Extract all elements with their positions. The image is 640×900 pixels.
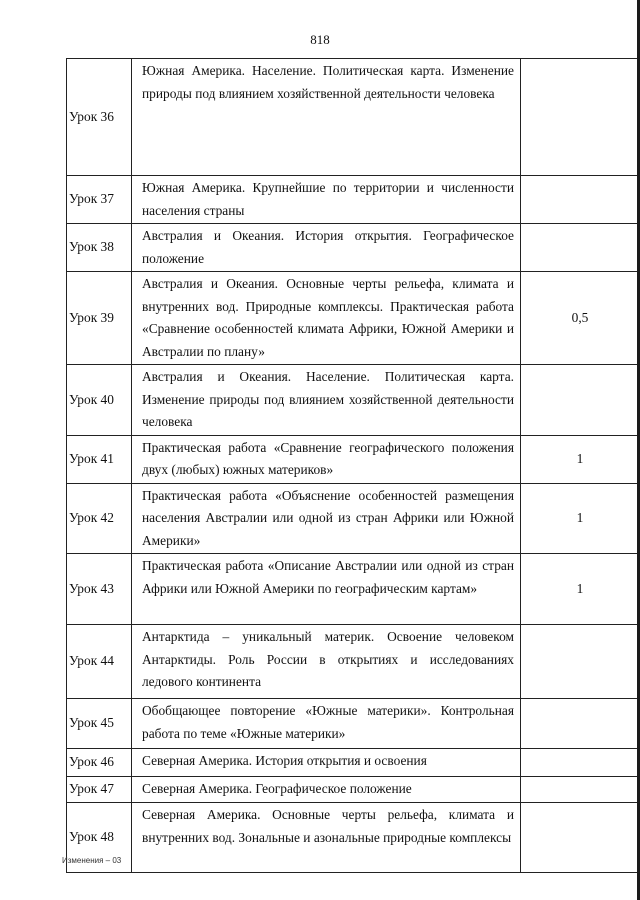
lesson-topic-cell: Северная Америка. Основные черты рельефа, климата и внутренних вод. Зональные и азональные природные комплексы (132, 803, 521, 873)
lesson-hours-cell: 0,5 (521, 272, 640, 365)
lesson-hours-cell: 1 (521, 554, 640, 625)
lesson-topic-cell: Практическая работа «Описание Австралии или одной из стран Африки или Южной Америки по географическим картам» (132, 554, 521, 625)
lesson-topic-cell: Австралия и Океания. История открытия. Географическое положение (132, 224, 521, 272)
lesson-topic-cell: Северная Америка. История открытия и освоения (132, 749, 521, 777)
lesson-hours-cell (521, 224, 640, 272)
lesson-number-cell: Урок 38 (67, 224, 132, 272)
table-row (67, 803, 640, 873)
lesson-hours-cell (521, 803, 640, 873)
table-row (67, 699, 640, 749)
lesson-hours-cell (521, 59, 640, 176)
lesson-number-cell: Урок 42 (67, 483, 132, 554)
lesson-topic-cell: Австралия и Океания. Основные черты рельефа, климата и внутренних вод. Природные комплексы. Практическая работа «Сравнение особенностей климата Африки, Южной Америки и Австралии по плану» (132, 272, 521, 365)
lesson-plan-table (66, 58, 640, 873)
lesson-topic-cell: Обобщающее повторение «Южные материки». Контрольная работа по теме «Южные материки» (132, 699, 521, 749)
table-row (67, 59, 640, 176)
table-row (67, 625, 640, 699)
table-row (67, 749, 640, 777)
table-row (67, 224, 640, 272)
lesson-hours-cell (521, 777, 640, 803)
revision-footer: Изменения – 03 (62, 856, 122, 865)
table-row (67, 176, 640, 224)
lesson-topic-cell: Антарктида – уникальный материк. Освоение человеком Антарктиды. Роль России в открытиях и исследованиях ледового континента (132, 625, 521, 699)
lesson-number-cell: Урок 44 (67, 625, 132, 699)
table-row (67, 554, 640, 625)
lesson-topic-cell: Австралия и Океания. Население. Политическая карта. Изменение природы под влиянием хозяйственной деятельности человека (132, 365, 521, 436)
lesson-number-cell: Урок 48 (67, 803, 132, 873)
lesson-number-cell: Урок 45 (67, 699, 132, 749)
lesson-hours-cell: 1 (521, 435, 640, 483)
lesson-topic-cell: Практическая работа «Сравнение географического положения двух (любых) южных материков» (132, 435, 521, 483)
lesson-hours-cell (521, 365, 640, 436)
lesson-hours-cell (521, 699, 640, 749)
table-row (67, 272, 640, 365)
lesson-number-cell: Урок 43 (67, 554, 132, 625)
lesson-topic-cell: Северная Америка. Географическое положение (132, 777, 521, 803)
lesson-hours-cell (521, 749, 640, 777)
lesson-hours-cell (521, 176, 640, 224)
lesson-hours-cell: 1 (521, 483, 640, 554)
lesson-number-cell: Урок 41 (67, 435, 132, 483)
lesson-number-cell: Урок 39 (67, 272, 132, 365)
table-row (67, 365, 640, 436)
lesson-topic-cell: Южная Америка. Население. Политическая карта. Изменение природы под влиянием хозяйственной деятельности человека (132, 59, 521, 176)
lesson-number-cell: Урок 46 (67, 749, 132, 777)
lesson-number-cell: Урок 40 (67, 365, 132, 436)
lesson-topic-cell: Практическая работа «Объяснение особенностей размещения населения Австралии или одной из стран Африки или Южной Америки» (132, 483, 521, 554)
table-row (67, 435, 640, 483)
lesson-topic-cell: Южная Америка. Крупнейшие по территории и численности населения страны (132, 176, 521, 224)
lesson-number-cell: Урок 47 (67, 777, 132, 803)
table-row (67, 483, 640, 554)
page-number: 818 (310, 32, 330, 47)
lesson-number-cell: Урок 37 (67, 176, 132, 224)
lesson-table-body (67, 59, 640, 873)
lesson-number-cell: Урок 36 (67, 59, 132, 176)
lesson-hours-cell (521, 625, 640, 699)
table-row (67, 777, 640, 803)
